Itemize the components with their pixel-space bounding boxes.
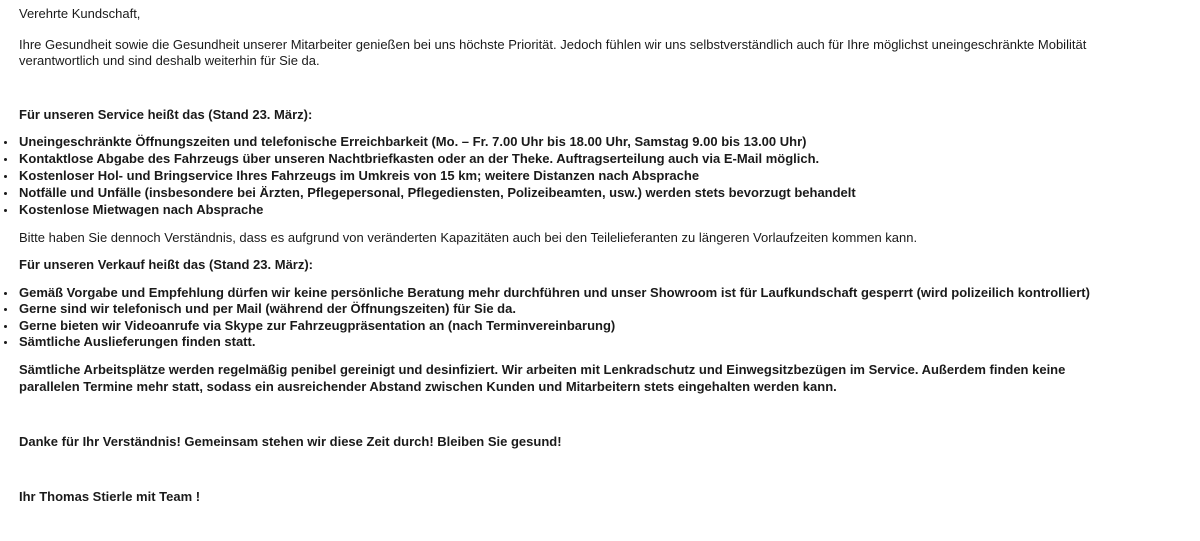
list-item-text: Kostenloser Hol- und Bringservice Ihres Fahrzeugs im Umkreis von 15 km; weitere Distanzen nach Absprache: [19, 168, 700, 183]
list-item: [19, 168, 699, 184]
list-item-text: Notfälle und Unfälle (insbesondere bei Ärzten, Pflegepersonal, Pflegediensten, Polizeibeamten, usw.) werden stets bevorzugt behandelt: [19, 185, 856, 200]
list-item-text: Kontaktlose Abgabe des Fahrzeugs über unseren Nachtbriefkasten oder an der Theke. Auftragserteilung auch via E-Mail möglich.: [19, 151, 820, 166]
service-heading: Für unseren Service heißt das (Stand 23. März):: [19, 107, 313, 122]
bullet-icon: [4, 158, 7, 161]
list-item-text: Sämtliche Auslieferungen finden statt.: [19, 334, 256, 349]
intro-line-2: verantwortlich und sind deshalb weiterhin für Sie da.: [19, 53, 320, 68]
greeting: Verehrte Kundschaft,: [19, 6, 141, 21]
hygiene-line-1: Sämtliche Arbeitsplätze werden regelmäßig penibel gereinigt und desinfiziert. Wir arbeiten mit Lenkradschutz und Einwegsitzbezügen im Service. Außerdem finden keine: [19, 362, 1066, 377]
list-item: [19, 134, 806, 150]
sales-heading: Für unseren Verkauf heißt das (Stand 23. März):: [19, 257, 314, 272]
bullet-icon: [4, 292, 7, 295]
list-item: [19, 285, 1090, 301]
list-item-text: Gemäß Vorgabe und Empfehlung dürfen wir keine persönliche Beratung mehr durchführen und unser Showroom ist für Laufkundschaft gesperrt (wird polizeilich kontrolliert): [19, 285, 1090, 300]
list-item: [19, 185, 856, 201]
intro-line-1: Ihre Gesundheit sowie die Gesundheit unserer Mitarbeiter genießen bei uns höchste Priorität. Jedoch fühlen wir uns selbstverständlich auch für Ihre möglichst uneingeschränkte Mobilität: [19, 37, 1087, 52]
bullet-icon: [4, 308, 7, 311]
list-item-text: Uneingeschränkte Öffnungszeiten und telefonische Erreichbarkeit (Mo. – Fr. 7.00 Uhr bis 18.00 Uhr, Samstag 9.00 bis 13.00 Uhr): [19, 134, 807, 149]
list-item-text: Gerne sind wir telefonisch und per Mail (während der Öffnungszeiten) für Sie da.: [19, 301, 516, 316]
thanks-text: Danke für Ihr Verständnis! Gemeinsam stehen wir diese Zeit durch! Bleiben Sie gesund!: [19, 434, 562, 449]
bullet-icon: [4, 192, 7, 195]
list-item: [19, 151, 819, 167]
service-note: Bitte haben Sie dennoch Verständnis, dass es aufgrund von veränderten Kapazitäten auch bei den Teilelieferanten zu längeren Vorlaufzeiten kommen kann.: [19, 230, 918, 245]
list-item: [19, 202, 263, 218]
list-item: [19, 318, 615, 334]
bullet-icon: [4, 175, 7, 178]
list-item-text: Kostenlose Mietwagen nach Absprache: [19, 202, 264, 217]
signature: Ihr Thomas Stierle mit Team !: [19, 489, 201, 504]
bullet-icon: [4, 209, 7, 212]
list-item: [19, 301, 516, 317]
bullet-icon: [4, 325, 7, 328]
bullet-icon: [4, 141, 7, 144]
list-item: [19, 334, 255, 350]
hygiene-line-2: parallelen Termine mehr statt, sodass ein ausreichender Abstand zwischen Kunden und Mitarbeitern stets eingehalten werden kann.: [19, 379, 837, 394]
list-item-text: Gerne bieten wir Videoanrufe via Skype zur Fahrzeugpräsentation an (nach Terminvereinbarung): [19, 318, 616, 333]
bullet-icon: [4, 341, 7, 344]
